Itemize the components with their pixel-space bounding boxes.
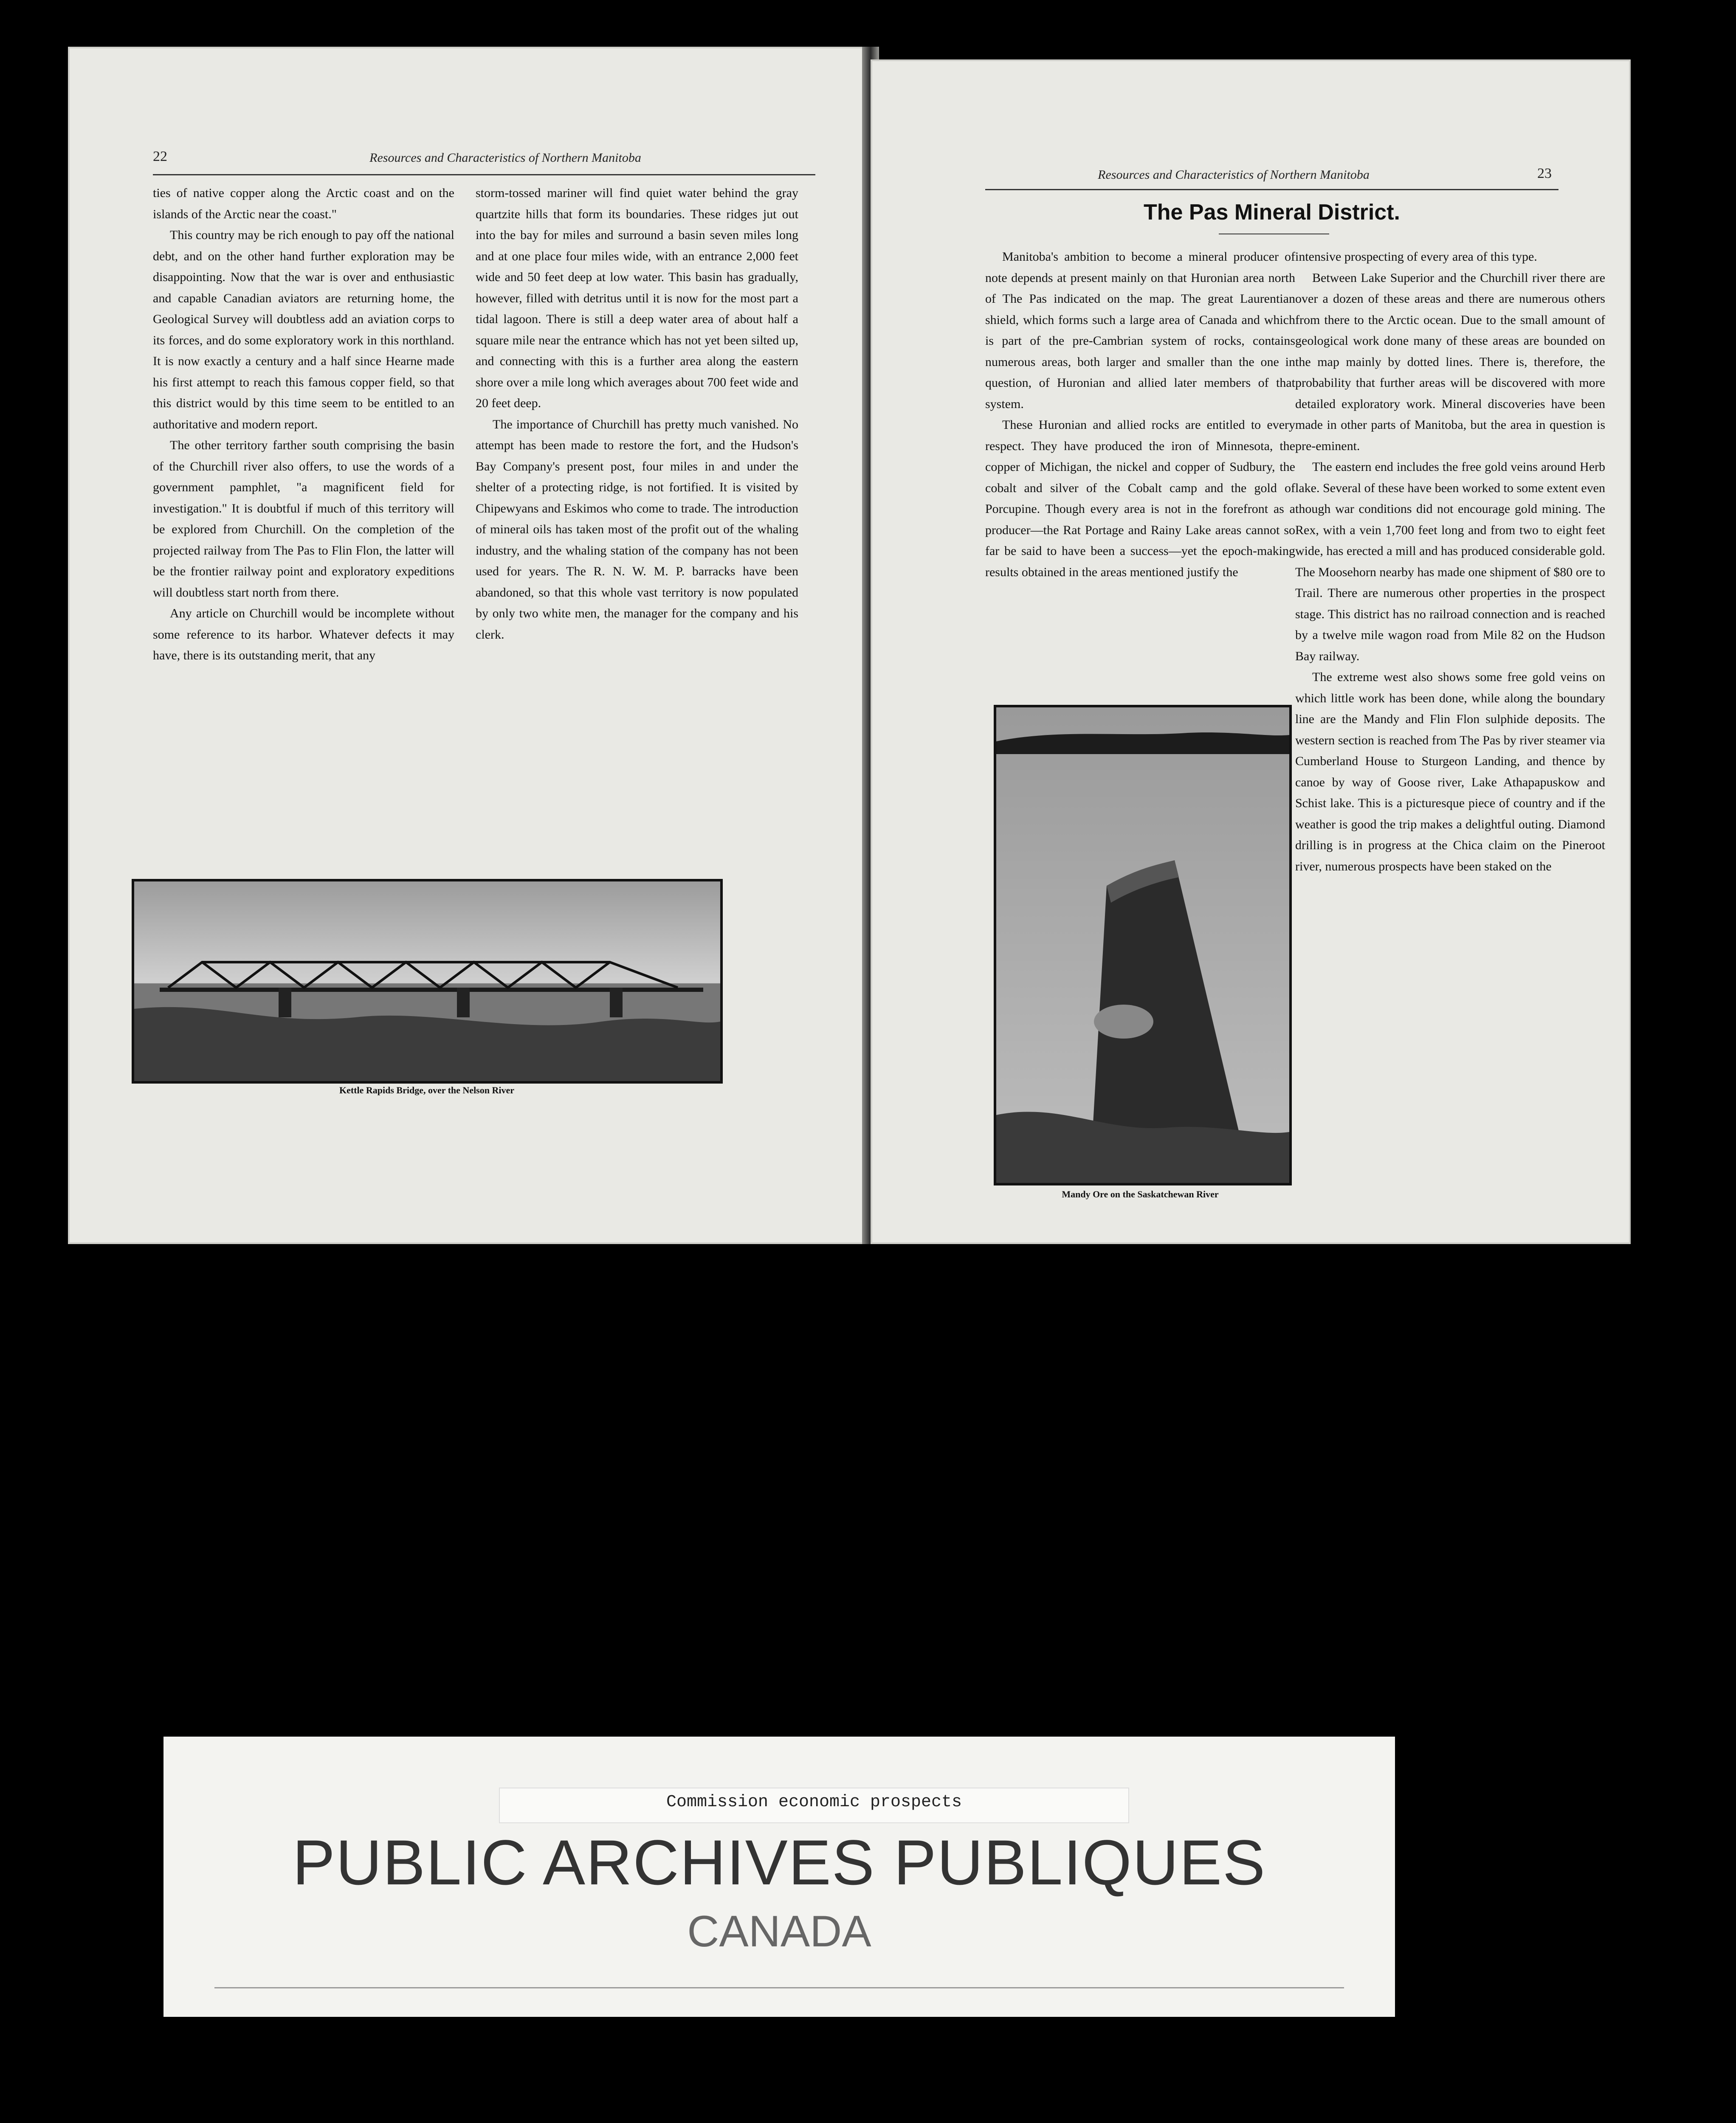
mandy-photo-caption: Mandy Ore on the Saskatchewan River	[1062, 1189, 1219, 1199]
page-number: 23	[1537, 166, 1552, 181]
paragraph: This country may be rich enough to pay off the national debt, and on the other hand further exploration may be disappointing. Now that the war is over and enthusiastic and capable Canadian aviators are returning home, the Geological Survey will doubtless add an aviation corps to its forces, and do some exploratory work in this northland. It is now exactly a century and a half since Hearne made his first attempt to reach this famous copper field, so that this district would by this time seem to be entitled to an authoritative and modern report.	[153, 228, 454, 431]
paragraph: intensive prospecting of every area of this type.	[1295, 250, 1537, 264]
paragraph: storm-tossed mariner will find quiet water behind the gray quartzite hills that form its boundaries. These ridges jut out into the bay for miles and surround a basin seven miles long and at one place four miles wide, with an entrance 2,000 feet wide and 50 feet deep at low water. This basin has gradually, however, filled with detritus until it is now for the most part a tidal lagoon. There is still a deep water area of about half a square mile near the entrance which has not yet been silted up, and connecting with this is a further area along the eastern shore over a mile long which averages about 700 feet wide and 20 feet deep.	[476, 186, 798, 410]
archives-label	[163, 1737, 1395, 2017]
running-head: Resources and Characteristics of Northern Manitoba	[1098, 168, 1370, 182]
right-column-1	[985, 246, 1295, 583]
archives-subtitle: CANADA	[687, 1907, 871, 1956]
paragraph: The importance of Churchill has pretty much vanished. No attempt has been made to restore the fort, and the Hudson's Bay Company's present post, four miles in and under the shelter of a protecting ridge, is not fortified. It is visited by Chipewyans and Eskimos who come to trade. The introduction of mineral oils has taken most of the profit out of the whaling industry, and the whaling station of the company has not been used for years. The R. N. W. M. P. barracks have been abandoned, so that this whole vast territory is now populated by only two white men, the manager for the company and his clerk.	[476, 417, 798, 642]
paragraph: Between Lake Superior and the Churchill river there are over a dozen of these areas and there are numerous others from there to the Arctic ocean. Due to the small amount of geological work done many of these areas are bounded on the map mainly by dotted lines. There is, therefore, the probability that further areas will be discovered with more detailed exploratory work. Mineral discoveries have been made in other parts of Manitoba, but the area in question is pre-eminent.	[1295, 270, 1605, 453]
left-page	[68, 47, 871, 1244]
label-rule	[214, 1987, 1344, 1988]
bridge-photo-caption: Kettle Rapids Bridge, over the Nelson River	[339, 1085, 515, 1095]
typed-label-text: Commission economic prospects	[666, 1793, 962, 1812]
header-rule	[985, 189, 1558, 190]
paragraph: These Huronian and allied rocks are entitled to every respect. They have produced the iron of Minnesota, the copper of Michigan, the nickel and copper of Sudbury, the cobalt and silver of the Cobalt camp and the gold of Porcupine. Though every area is not in the forefront as a producer—the Rat Portage and Rainy Lake areas cannot so far be said to have been a success—yet the epoch-making results obtained in the areas mentioned justify the	[985, 418, 1295, 579]
left-column-2	[476, 183, 798, 645]
header-rule	[153, 174, 815, 175]
paragraph: Any article on Churchill would be incomplete without some reference to its harbor. Whatever defects it may have, there is its outstanding merit, that any	[153, 606, 454, 662]
paragraph: The extreme west also shows some free gold veins on which little work has been done, while along the boundary line are the Mandy and Flin Flon sulphide deposits. The western section is reached from The Pas by river steamer via Cumberland House to Sturgeon Landing, and thence by canoe by way of Goose river, Lake Athapapuskow and Schist lake. This is a picturesque piece of country and if the weather is good the trip makes a delightful outing. Diamond drilling is in progress at the Chica claim on the Pineroot river, numerous prospects have been staked on the	[1295, 670, 1605, 873]
paragraph: ties of native copper along the Arctic coast and on the islands of the Arctic near the coast."	[153, 186, 454, 221]
right-column-2	[1295, 246, 1605, 877]
running-head: Resources and Characteristics of Northern Manitoba	[369, 151, 641, 165]
paragraph: The eastern end includes the free gold veins around Herb lake. Several of these have been worked to some extent even though war conditions did not encourage gold mining. The Rex, with a vein 1,700 feet long and from two to eight feet wide, has erected a mill and has produced considerable gold. The Moosehorn nearby has made one shipment of $80 ore to Trail. There are numerous other properties in the prospect stage. This district has no railroad connection and is reached by a twelve mile wagon road from Mile 82 on the Hudson Bay railway.	[1295, 460, 1605, 663]
paragraph: The other territory farther south comprising the basin of the Churchill river also offers, to use the words of a government pamphlet, "a magnificent field for investigation." It is doubtful if much of this territory will be explored from Churchill. On the completion of the projected railway from The Pas to Flin Flon, the latter will be the frontier railway point and exploratory expeditions will doubtless start north from there.	[153, 438, 454, 600]
typed-label-strip	[499, 1788, 1129, 1823]
archives-title: PUBLIC ARCHIVES PUBLIQUES	[292, 1827, 1266, 1898]
article-title: The Pas Mineral District.	[1144, 200, 1400, 225]
mandy-ore-photo	[994, 705, 1292, 1185]
paragraph: Manitoba's ambition to become a mineral producer of note depends at present mainly on that Huronian area north of The Pas indicated on the map. The great Laurentian shield, which forms such a large area of Canada and which is part of the pre-Cambrian system of rocks, contains numerous areas, both larger and smaller than the one in question, of Huronian and allied later members of that system.	[985, 250, 1295, 411]
left-column-1	[153, 183, 454, 666]
page-number: 22	[153, 149, 167, 164]
right-page	[871, 59, 1631, 1244]
kettle-rapids-bridge-photo	[132, 879, 723, 1084]
